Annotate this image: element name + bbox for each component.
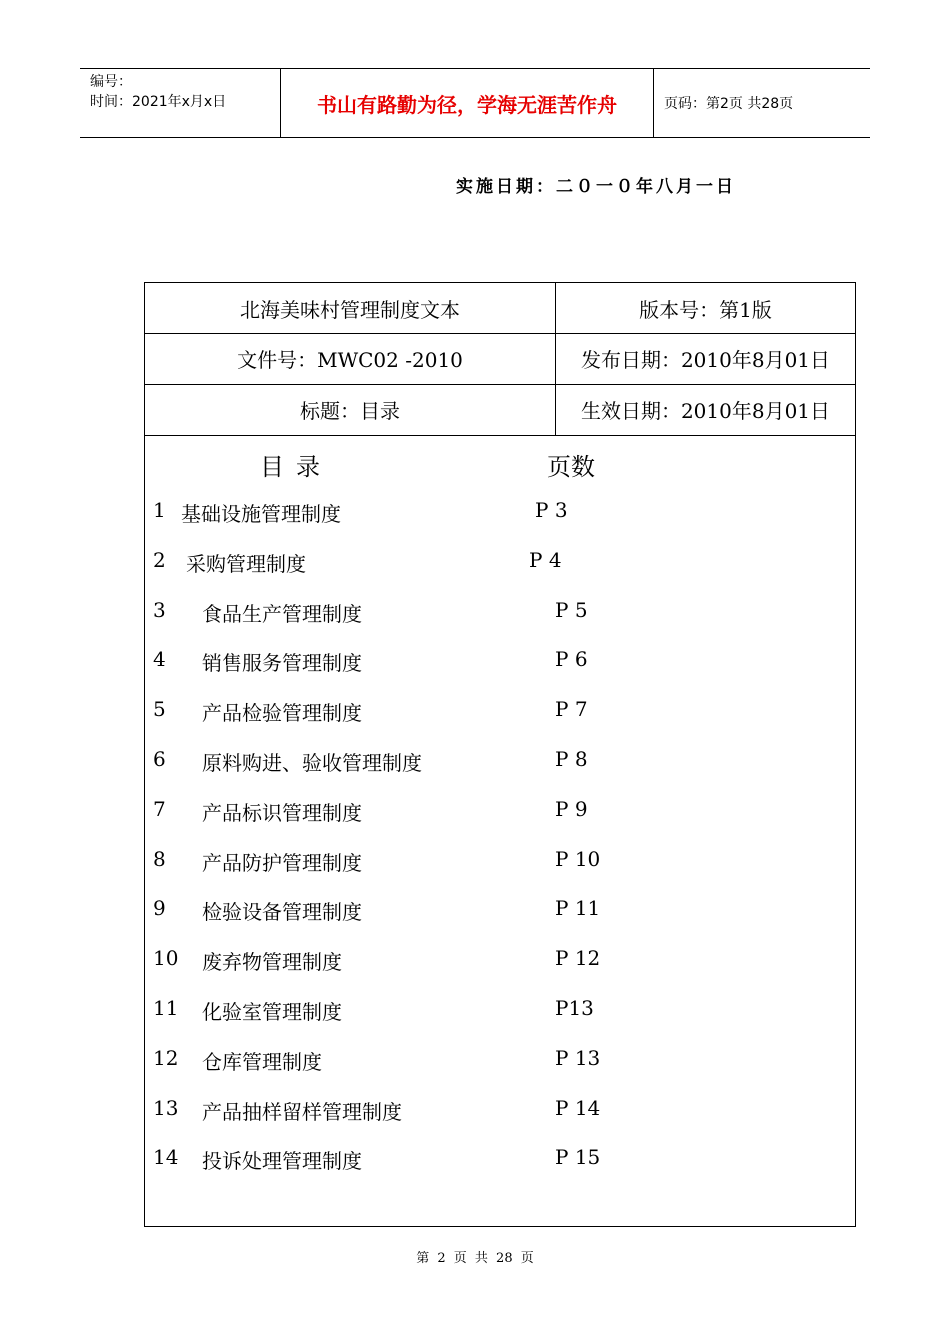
toc-item [145, 747, 855, 777]
toc-item-page: P 12 [555, 946, 601, 971]
toc-heading: 目录 [260, 453, 332, 481]
time-label: 时间：2021年x月x日 [90, 94, 227, 110]
toc-item [145, 647, 855, 677]
toc-item-title: 产品防护管理制度 [202, 850, 362, 875]
toc-item-title: 废弃物管理制度 [202, 950, 342, 975]
toc-item-page: P 13 [555, 1045, 601, 1070]
header-motto: 书山有路勤为径，学海无涯苦作舟 [281, 69, 654, 137]
document-table [144, 282, 856, 1227]
toc-item-number: 9 [153, 896, 166, 921]
toc-item-number: 5 [153, 697, 166, 722]
toc-item-page: P 6 [555, 647, 588, 672]
toc-item [145, 896, 855, 926]
toc-item-title: 原料购进、验收管理制度 [202, 751, 422, 775]
toc-item-title: 产品检验管理制度 [202, 701, 362, 726]
doc-effective-date: 生效日期：2010年8月01日 [580, 399, 831, 423]
toc-item-number: 6 [153, 747, 166, 771]
number-label: 编号： [90, 74, 132, 90]
toc-item [145, 1145, 855, 1175]
toc-item-title: 食品生产管理制度 [202, 601, 362, 626]
doc-version: 版本号：第1版 [639, 297, 772, 322]
page-footer: 第 2 页 共 28 页 [416, 1251, 534, 1266]
toc-item-page: P 3 [535, 498, 568, 522]
doc-row-title [145, 283, 855, 334]
toc-item [145, 847, 855, 877]
toc-item-title: 产品标识管理制度 [202, 800, 362, 825]
toc-item [145, 697, 855, 727]
toc-item-page: P 10 [555, 846, 601, 871]
page-header [80, 68, 870, 138]
toc-item-page: P 15 [555, 1145, 601, 1170]
toc-item-number: 7 [153, 796, 166, 821]
toc-item [145, 598, 855, 628]
doc-subject: 标题：目录 [145, 384, 556, 435]
toc-item-page: P 9 [555, 796, 588, 821]
toc-item [145, 946, 855, 976]
toc-item-number: 8 [153, 846, 166, 871]
toc-item-number: 2 [153, 547, 166, 572]
toc-item-page: P 14 [555, 1095, 601, 1120]
toc-item-title: 化验室管理制度 [202, 1000, 342, 1024]
toc-item-number: 10 [153, 946, 179, 971]
toc-item-number: 3 [153, 597, 166, 622]
toc-item-number: 12 [153, 1045, 179, 1070]
toc-item-title: 投诉处理管理制度 [202, 1149, 362, 1174]
toc-item-number: 14 [153, 1145, 179, 1170]
toc-item-page: P 5 [555, 597, 588, 622]
toc-item-number: 13 [153, 1095, 179, 1120]
toc-item-page: P 11 [555, 896, 601, 921]
toc-item [145, 1046, 855, 1076]
toc-item-number: 11 [153, 996, 179, 1020]
toc-item-title: 仓库管理制度 [202, 1049, 322, 1074]
doc-file-no: 文件号：MWC02 -2010 [145, 333, 556, 384]
doc-publish-date: 发布日期：2010年8月01日 [580, 348, 831, 372]
toc-item-page: P 8 [555, 747, 588, 771]
toc-item [145, 1096, 855, 1126]
toc-item [145, 498, 855, 528]
toc-item-title: 采购管理制度 [186, 551, 306, 576]
toc-item-page: P13 [555, 996, 594, 1020]
implementation-date: 实施日期：二０一０年八月一日 [456, 177, 736, 197]
doc-row-subject [145, 384, 855, 436]
doc-row-file [145, 333, 855, 385]
toc-item-page: P 4 [529, 547, 562, 572]
toc-item-title: 产品抽样留样管理制度 [202, 1099, 402, 1124]
toc-item [145, 996, 855, 1026]
toc-item-title: 检验设备管理制度 [202, 900, 362, 925]
toc-item-title: 基础设施管理制度 [181, 502, 341, 526]
toc-page-heading: 页数 [547, 453, 595, 481]
toc-item-title: 销售服务管理制度 [202, 651, 362, 676]
doc-title: 北海美味村管理制度文本 [145, 283, 556, 333]
toc-item-number: 1 [153, 498, 166, 522]
toc-item-page: P 7 [555, 697, 588, 722]
header-page-info: 页码：第2页 共28页 [664, 96, 794, 112]
toc-item-number: 4 [153, 647, 166, 672]
header-meta [80, 69, 281, 137]
toc-item [145, 548, 855, 578]
toc-item [145, 797, 855, 827]
